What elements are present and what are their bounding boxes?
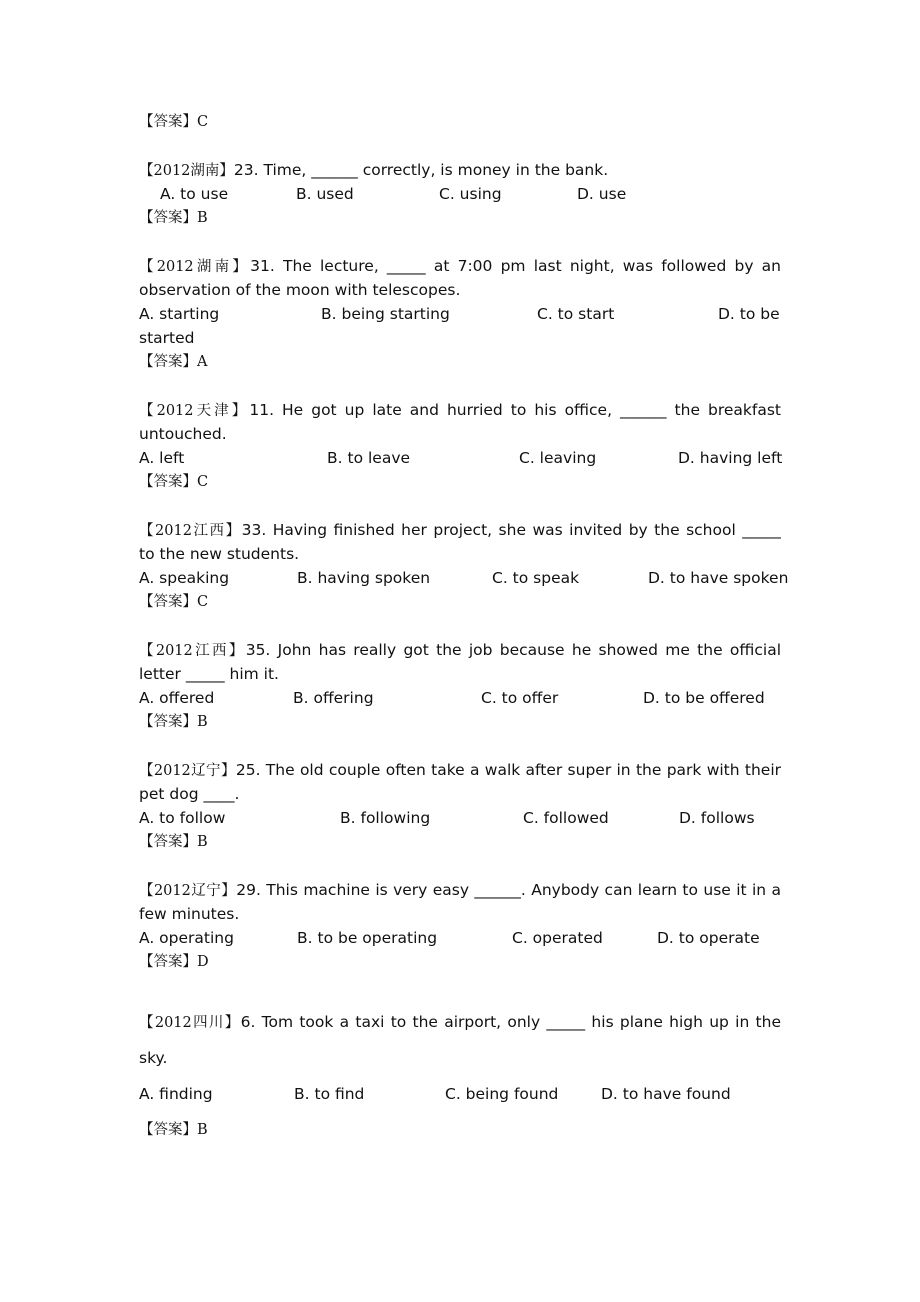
- question-source: 【2012四川】: [139, 1015, 241, 1031]
- option-c: C. operated: [512, 929, 603, 947]
- document-page: [139, 110, 789, 1148]
- option-a: A. finding: [139, 1085, 213, 1103]
- question-source: 【2012江西】: [139, 643, 246, 659]
- question-block: [139, 254, 781, 374]
- option-b: B. following: [340, 809, 431, 827]
- option-d: D. to be: [718, 305, 780, 323]
- options-row: [139, 302, 781, 326]
- question-line: [139, 518, 781, 542]
- option-b: B. offering: [293, 689, 374, 707]
- question-line-cont: letter _____ him it.: [139, 665, 279, 683]
- option-d: D. follows: [679, 809, 755, 827]
- option-c: C. to offer: [481, 689, 559, 707]
- question-block: [139, 518, 789, 614]
- options-row: [139, 1076, 781, 1112]
- option-c: C. using: [439, 185, 502, 203]
- option-a: A. operating: [139, 929, 234, 947]
- question-line: [139, 398, 781, 422]
- answer-line: 【答案】D: [139, 954, 209, 970]
- options-row: [139, 566, 789, 590]
- option-c: C. to start: [537, 305, 615, 323]
- question-source: 【2012湖南】: [139, 259, 251, 275]
- answer-line: 【答案】C: [139, 114, 209, 130]
- option-c: C. to speak: [492, 569, 580, 587]
- options-row: [139, 446, 781, 470]
- option-d: D. use: [577, 185, 627, 203]
- question-text: 31. The lecture, _____ at 7:00 pm last night, was followed by an: [250, 257, 781, 275]
- question-block: [139, 638, 781, 734]
- answer-line: 【答案】C: [139, 474, 209, 490]
- question-text: 11. He got up late and hurried to his office, ______ the breakfast: [249, 401, 781, 419]
- question-block: [139, 878, 781, 974]
- question-line: [139, 878, 781, 902]
- question-text: 29. This machine is very easy ______. Anybody can learn to use it in a: [236, 881, 781, 899]
- question-block: [139, 1004, 781, 1148]
- question-text: 25. The old couple often take a walk after super in the park with their: [235, 761, 781, 779]
- option-b: B. used: [296, 185, 354, 203]
- option-d: D. having left: [678, 449, 783, 467]
- question-source: 【2012辽宁】: [139, 763, 236, 779]
- answer-line: 【答案】C: [139, 594, 209, 610]
- options-row: [139, 806, 781, 830]
- answer-line: 【答案】A: [139, 354, 208, 370]
- question-line: [139, 638, 781, 662]
- option-b: B. to find: [294, 1085, 365, 1103]
- question-line: [139, 158, 781, 182]
- question-source: 【2012辽宁】: [139, 883, 237, 899]
- option-d: D. to have spoken: [648, 569, 789, 587]
- question-text: 33. Having finished her project, she was invited by the school _____: [241, 521, 781, 539]
- option-d: D. to have found: [601, 1085, 731, 1103]
- question-line: [139, 254, 781, 278]
- option-d: D. to operate: [657, 929, 760, 947]
- answer-line: 【答案】B: [139, 1122, 208, 1138]
- question-line-cont: observation of the moon with telescopes.: [139, 281, 461, 299]
- question-line-cont: pet dog ____.: [139, 785, 240, 803]
- question-text: 23. Time, ______ correctly, is money in the bank.: [233, 161, 609, 179]
- question-line-cont: untouched.: [139, 425, 227, 443]
- answer-line: 【答案】B: [139, 714, 208, 730]
- option-c: C. leaving: [519, 449, 597, 467]
- options-row: [139, 926, 781, 950]
- question-source: 【2012湖南】: [139, 163, 234, 179]
- answer-line: 【答案】B: [139, 210, 208, 226]
- option-b: B. having spoken: [297, 569, 431, 587]
- option-a: A. to follow: [139, 809, 226, 827]
- option-b: B. being starting: [321, 305, 450, 323]
- question-block: [139, 158, 781, 230]
- options-row: [139, 182, 781, 206]
- option-continuation: started: [139, 329, 195, 347]
- option-a: A. offered: [139, 689, 215, 707]
- option-a: A. to use: [160, 185, 229, 203]
- option-c: C. followed: [523, 809, 609, 827]
- question-line-cont: to the new students.: [139, 545, 300, 563]
- question-text: 6. Tom took a taxi to the airport, only _____ his plane high up in the: [240, 1013, 781, 1031]
- option-b: B. to leave: [327, 449, 411, 467]
- question-line: [139, 758, 781, 782]
- answer-line: 【答案】B: [139, 834, 208, 850]
- question-block: [139, 398, 781, 494]
- question-text: 35. John has really got the job because he showed me the official: [245, 641, 781, 659]
- options-row: [139, 686, 781, 710]
- question-line-cont: sky.: [139, 1049, 168, 1067]
- option-b: B. to be operating: [297, 929, 438, 947]
- question-line: [139, 1004, 781, 1040]
- option-a: A. starting: [139, 305, 220, 323]
- option-d: D. to be offered: [643, 689, 765, 707]
- option-c: C. being found: [445, 1085, 559, 1103]
- question-line-cont: few minutes.: [139, 905, 240, 923]
- question-source: 【2012天津】: [139, 403, 250, 419]
- option-a: A. left: [139, 449, 185, 467]
- question-block: [139, 758, 781, 854]
- option-a: A. speaking: [139, 569, 230, 587]
- question-source: 【2012江西】: [139, 523, 242, 539]
